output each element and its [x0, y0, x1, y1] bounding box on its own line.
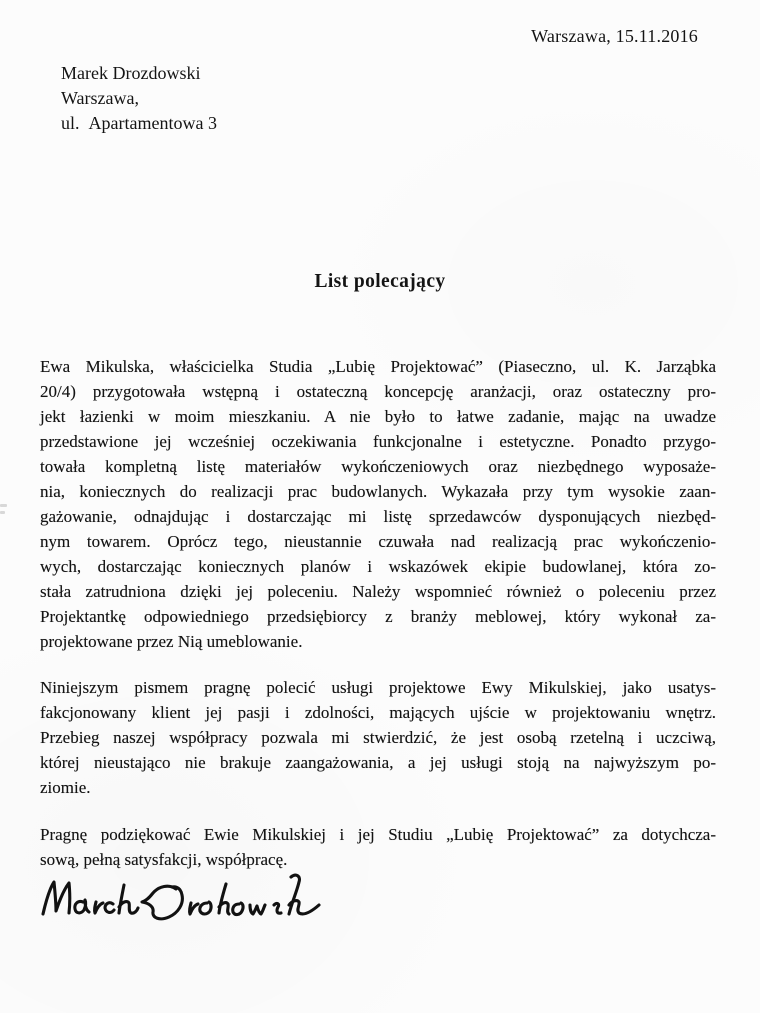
- text-line: nym towarem. Oprócz tego, nieustannie czuwała nad realizacją prac wykończenio-: [40, 532, 716, 551]
- text-line: Warszawa,: [61, 88, 140, 108]
- letter-title: List polecający: [314, 271, 446, 292]
- dateline: Warszawa, 15.11.2016: [531, 26, 698, 46]
- body-paragraph-3: [40, 822, 716, 872]
- text-line: stała zatrudniona dzięki jej poleceniu. Należy wspomnieć również o poleceniu przez: [40, 582, 716, 601]
- text-line: towała kompletną listę materiałów wykończeniowych oraz niezbędnego wyposaże-: [40, 457, 716, 476]
- text-line: Marek Drozdowski: [61, 63, 201, 83]
- sender-address-block: [61, 61, 217, 136]
- text-line: 20/4) przygotowała wstępną i ostateczną koncepcję aranżacji, oraz ostateczny pro-: [40, 382, 716, 401]
- text-line: której nieustająco nie brakuje zaangażowania, a jej usługi stoją na najwyższym po-: [40, 753, 716, 772]
- handwritten-signature: [38, 868, 326, 924]
- text-line: gażowanie, odnajdując i dostarczając mi listę sprzedawców dysponujących niezbęd-: [40, 507, 716, 526]
- text-line: projektowane przez Nią umeblowanie.: [40, 632, 303, 651]
- text-line: Pragnę podziękować Ewie Mikulskiej i jej Studiu „Lubię Projektować” za dotychcza-: [40, 825, 716, 844]
- text-line: przedstawione jej wcześniej oczekiwania funkcjonalne i estetyczne. Ponadto przygo-: [40, 432, 716, 451]
- text-line: Przebieg naszej współpracy pozwala mi stwierdzić, że jest osobą rzetelną i uczciwą,: [40, 728, 716, 747]
- text-line: sową, pełną satysfakcji, współpracę.: [40, 850, 288, 869]
- body-paragraph-1: [40, 354, 716, 654]
- text-line: jekt łazienki w moim mieszkaniu. A nie było to łatwe zadanie, mając na uwadze: [40, 407, 716, 426]
- text-line: ziomie.: [40, 778, 91, 797]
- text-line: nia, koniecznych do realizacji prac budowlanych. Wykazała przy tym wysokie zaan-: [40, 482, 716, 501]
- body-paragraph-2: [40, 675, 716, 800]
- text-line: Projektantkę odpowiedniego przedsiębiorcy z branży meblowej, który wykonał za-: [40, 607, 716, 626]
- scan-artifact: [0, 511, 5, 514]
- text-line: ul. Apartamentowa 3: [61, 113, 217, 133]
- text-line: wych, dostarczając koniecznych planów i wskazówek ekipie budowlanej, która zo-: [40, 557, 716, 576]
- signature-ink-icon: [38, 868, 326, 924]
- text-line: Niniejszym pismem pragnę polecić usługi projektowe Ewy Mikulskiej, jako usatys-: [40, 678, 716, 697]
- text-line: Ewa Mikulska, właścicielka Studia „Lubię Projektować” (Piaseczno, ul. K. Jarząbka: [40, 357, 716, 376]
- text-line: fakcjonowany klient jej pasji i zdolności, mających ujście w projektowaniu wnętrz.: [40, 703, 716, 722]
- scan-artifact: [0, 504, 7, 507]
